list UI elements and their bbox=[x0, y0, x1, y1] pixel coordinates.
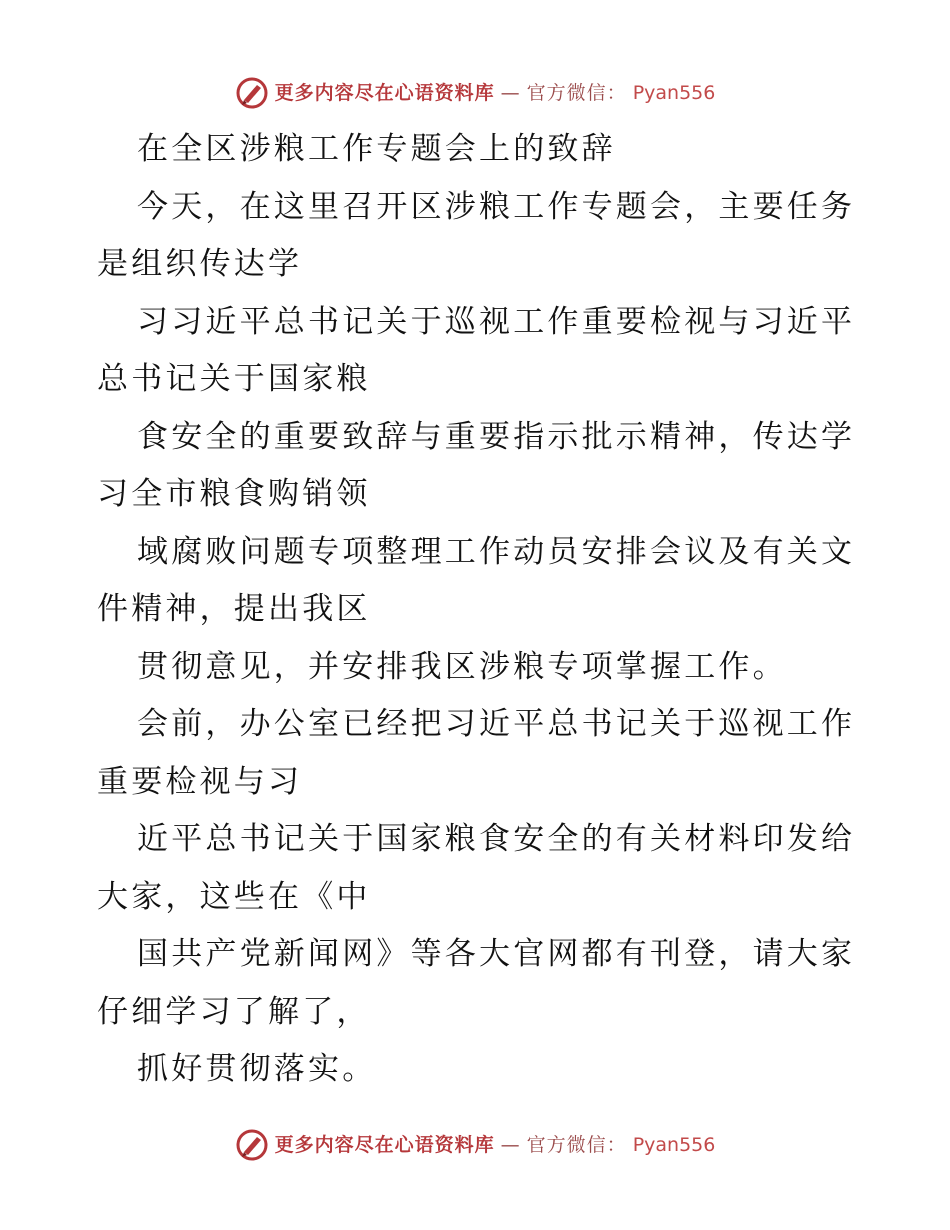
watermark-wechat-id: Pyan556 bbox=[632, 82, 716, 104]
document-title: 在全区涉粮工作专题会上的致辞 bbox=[137, 131, 616, 167]
paragraph: 域腐败问题专项整理工作动员安排会议及有关文件精神，提出我区 bbox=[97, 533, 856, 627]
paragraph: 会前，办公室已经把习近平总书记关于巡视工作重要检视与习 bbox=[97, 706, 856, 800]
watermark-site-text: 更多内容尽在心语资料库 bbox=[274, 1134, 495, 1156]
document-body bbox=[97, 121, 857, 1099]
watermark-separator: — bbox=[500, 1134, 521, 1156]
pen-logo-icon bbox=[235, 1128, 269, 1162]
paragraph: 国共产党新闻网》等各大官网都有刊登，请大家仔细学习了解了， bbox=[97, 936, 856, 1030]
paragraph: 近平总书记关于国家粮食安全的有关材料印发给大家，这些在《中 bbox=[97, 821, 856, 915]
watermark-separator: — bbox=[500, 82, 521, 104]
paragraph: 今天，在这里召开区涉粮工作专题会，主要任务是组织传达学 bbox=[97, 188, 856, 282]
watermark-header bbox=[0, 76, 950, 110]
pen-logo-icon bbox=[235, 76, 269, 110]
watermark-site-text: 更多内容尽在心语资料库 bbox=[274, 82, 495, 104]
watermark-footer bbox=[0, 1128, 950, 1162]
paragraph: 食安全的重要致辞与重要指示批示精神，传达学习全市粮食购销领 bbox=[97, 418, 856, 512]
paragraph: 贯彻意见，并安排我区涉粮专项掌握工作。 bbox=[137, 648, 787, 685]
watermark-wechat-label: 官方微信： bbox=[526, 82, 627, 104]
paragraph: 习习近平总书记关于巡视工作重要检视与习近平总书记关于国家粮 bbox=[97, 303, 856, 397]
paragraph: 抓好贯彻落实。 bbox=[137, 1051, 377, 1087]
watermark-wechat-label: 官方微信： bbox=[526, 1134, 627, 1156]
watermark-wechat-id: Pyan556 bbox=[632, 1134, 716, 1156]
